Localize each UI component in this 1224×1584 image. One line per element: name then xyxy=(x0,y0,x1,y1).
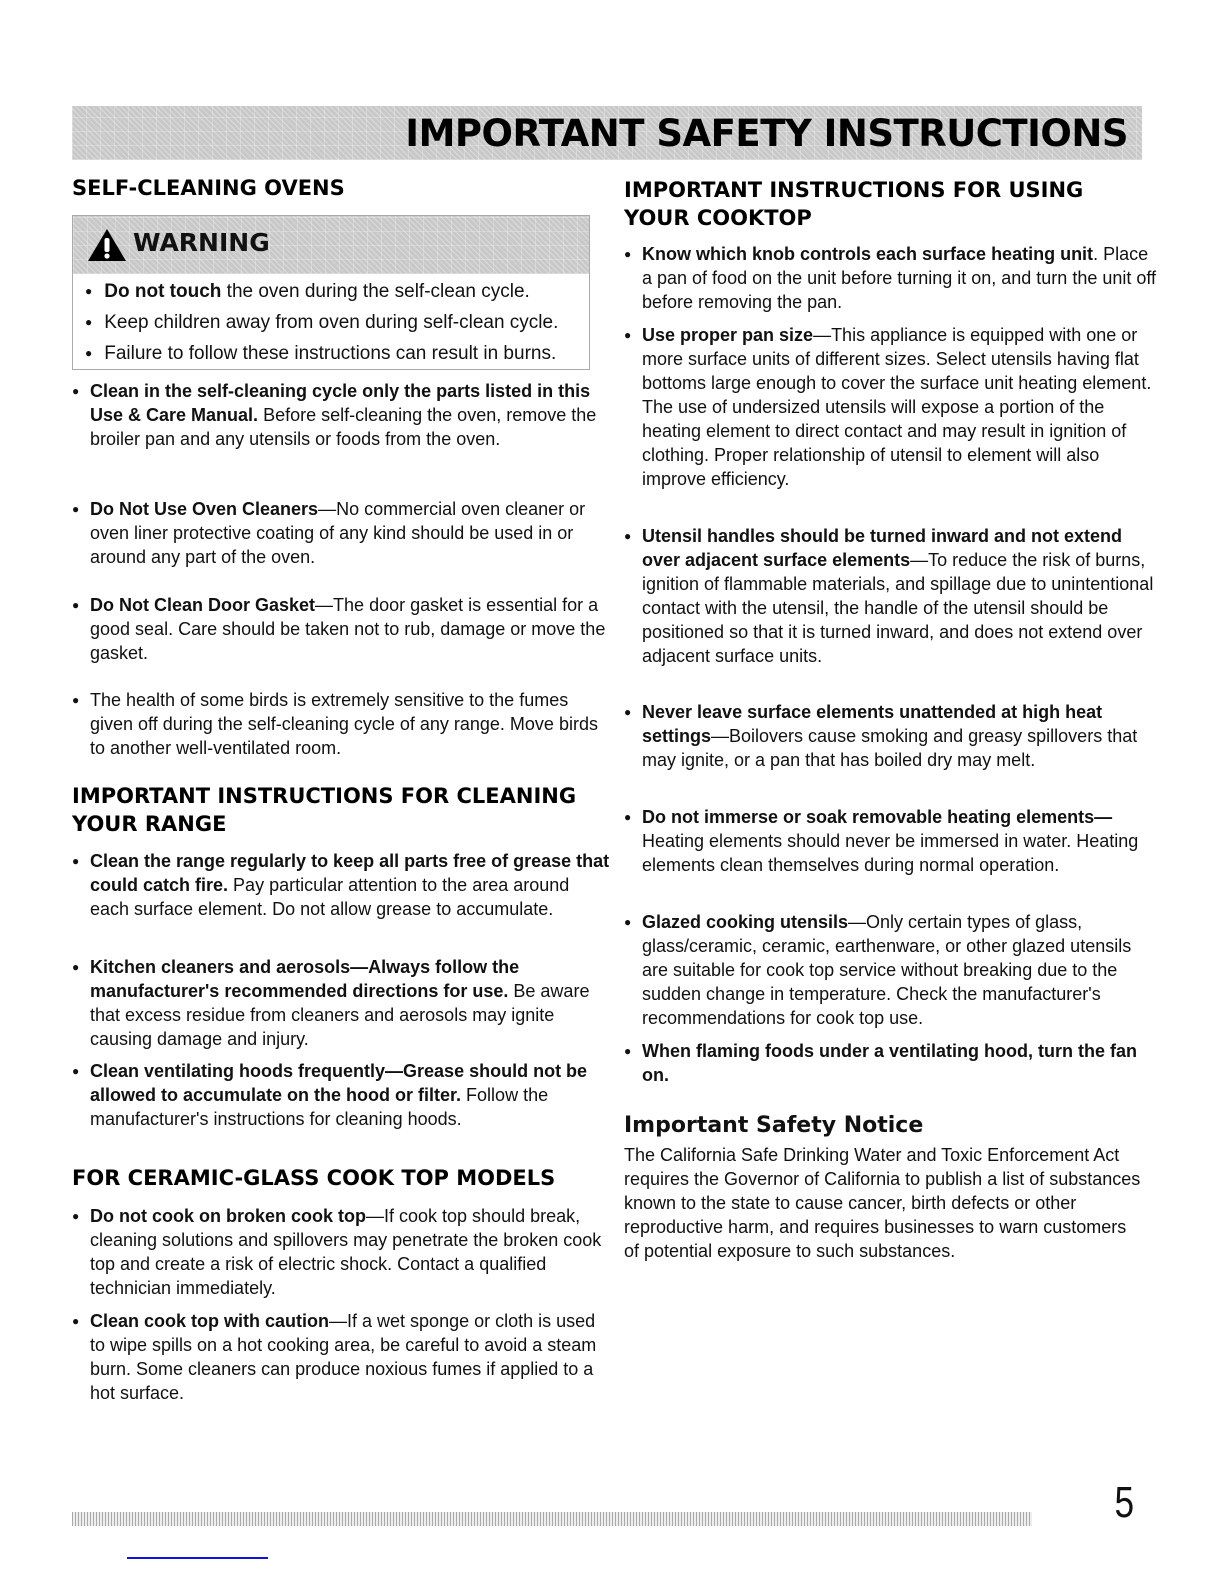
safety-notice-body: The California Safe Drinking Water and Toxic Enforcement Act requires the Governor of California to publish a list of substances known to the state to cause cancer, birth defects or other reproductive harm, and requires businesses to warn customers of potential exposure to such substances. xyxy=(624,1145,1141,1261)
heading-using-cooktop: IMPORTANT INSTRUCTIONS FOR USING YOUR COOKTOP xyxy=(624,178,1084,230)
warning-line: ● Failure to follow these instructions can result in burns. xyxy=(85,338,589,369)
list-item: ● Clean ventilating hoods frequently—Grease should not be allowed to accumulate on the hood or filter. Follow the manufacturer's instructions for cleaning hoods. xyxy=(72,1059,610,1131)
heading-ceramic-glass: FOR CERAMIC-GLASS COOK TOP MODELS xyxy=(72,1166,556,1190)
title-banner xyxy=(72,106,1142,160)
warning-box xyxy=(72,215,590,370)
list-item: ● The health of some birds is extremely sensitive to the fumes given off during the self-cleaning cycle of any range. Move birds to another well-ventilated room. xyxy=(72,688,610,760)
list-item: ● Do not immerse or soak removable heating elements—Heating elements should never be immersed in water. Heating elements clean themselves during normal operation. xyxy=(624,805,1162,877)
footer-bar xyxy=(72,1512,1032,1526)
list-item: ● Kitchen cleaners and aerosols—Always follow the manufacturer's recommended directions for use. Be aware that excess residue from cleaners and aerosols may ignite causing damage and injury. xyxy=(72,955,610,1051)
warning-line: ● Keep children away from oven during self-clean cycle. xyxy=(85,307,589,338)
list-item: ● Clean cook top with caution—If a wet sponge or cloth is used to wipe spills on a hot cooking area, be careful to avoid a steam burn. Some cleaners can produce noxious fumes if applied to a hot surface. xyxy=(72,1309,610,1405)
list-item: ● Utensil handles should be turned inward and not extend over adjacent surface elements—To reduce the risk of burns, ignition of flammable materials, and spillage due to unintentional contact with the utensil, the handle of the utensil should be positioned so that it is turned inward, and does not extend over adjacent surface units. xyxy=(624,524,1162,668)
heading-cleaning-range: IMPORTANT INSTRUCTIONS FOR CLEANING YOUR RANGE xyxy=(72,784,577,836)
list-item: ● Glazed cooking utensils—Only certain types of glass, glass/ceramic, ceramic, earthenware, or other glazed utensils are suitable for cook top service without breaking due to the sudden change in temperature. Check the manufacturer's recommendations for cook top use. xyxy=(624,910,1162,1030)
warning-header xyxy=(73,216,589,274)
heading-self-cleaning: SELF-CLEANING OVENS xyxy=(72,176,345,200)
list-item: ● Do Not Use Oven Cleaners—No commercial oven cleaner or oven liner protective coating of any kind should be used in or around any part of the oven. xyxy=(72,497,610,569)
page-number: 5 xyxy=(1114,1478,1135,1527)
list-item: ● Never leave surface elements unattended at high heat settings—Boilovers cause smoking and greasy spillovers that may ignite, or a pan that has boiled dry may melt. xyxy=(624,700,1162,772)
list-item: ● When flaming foods under a ventilating hood, turn the fan on. xyxy=(624,1039,1162,1087)
list-item: ● Do Not Clean Door Gasket—The door gasket is essential for a good seal. Care should be taken not to rub, damage or move the gasket. xyxy=(72,593,610,665)
list-item: ● Use proper pan size—This appliance is equipped with one or more surface units of different sizes. Select utensils having flat bottoms large enough to cover the surface unit heating element. The use of undersized utensils will expose a portion of the heating element to direct contact and may result in ignition of clothing. Proper relationship of utensil to element will also improve efficiency. xyxy=(624,323,1162,491)
divider-line xyxy=(127,1557,268,1559)
warning-title: WARNING xyxy=(133,228,270,257)
list-item: ● Clean the range regularly to keep all parts free of grease that could catch fire. Pay particular attention to the area around each surface element. Do not allow grease to accumulate. xyxy=(72,849,610,921)
page-title: IMPORTANT SAFETY INSTRUCTIONS xyxy=(405,112,1128,155)
warning-line: ● Do not touch the oven during the self-clean cycle. xyxy=(85,276,589,307)
list-item: ● Know which knob controls each surface heating unit. Place a pan of food on the unit before turning it on, and turn the unit off before removing the pan. xyxy=(624,242,1162,314)
safety-notice-title: Important Safety Notice xyxy=(624,1113,924,1138)
list-item: ● Do not cook on broken cook top—If cook top should break, cleaning solutions and spillovers may penetrate the broken cook top and create a risk of electric shock. Contact a qualified technician immediately. xyxy=(72,1204,610,1300)
warning-triangle-icon xyxy=(87,228,127,262)
list-item: ● Clean in the self-cleaning cycle only the parts listed in this Use & Care Manual. Before self-cleaning the oven, remove the broiler pan and any utensils or foods from the oven. xyxy=(72,379,610,451)
